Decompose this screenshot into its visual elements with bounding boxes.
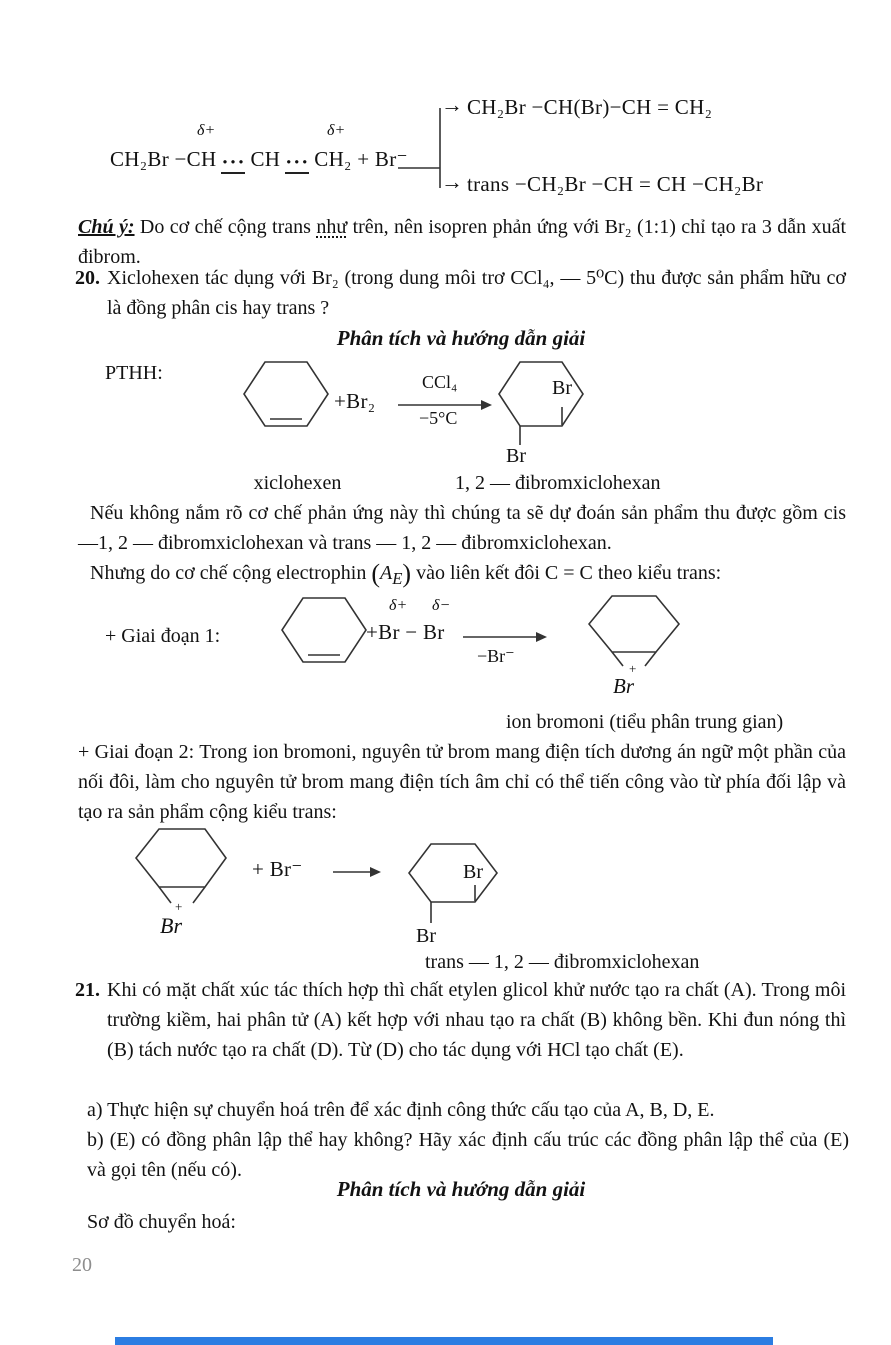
page-number: 20: [72, 1254, 92, 1276]
reaction-arrow: [331, 845, 389, 885]
mechanism-paragraph: [78, 558, 868, 594]
formula-segment: CH₂ + Br⁻: [314, 147, 408, 171]
branch-arrow-icon: →: [441, 92, 464, 117]
mechanism-text: vào liên kết đôi C = C theo kiểu trans:: [411, 562, 722, 584]
delta-plus-label: δ+: [197, 122, 216, 139]
trans-product-caption: trans — 1, 2 — đibromxiclohexan: [425, 951, 700, 973]
dibromocyclohexane-structure: [408, 843, 500, 927]
formula-segment: CH₂Br −CH: [110, 147, 217, 171]
stage1-label: + Giai đoạn 1:: [105, 625, 221, 647]
mechanism-text: Nhưng do cơ chế cộng electrophin: [90, 562, 372, 584]
problem-21-part-b: b) (E) có đồng phân lập thể hay không? Hãy xác định cấu trúc các đồng phân lập thể của (E) và gọi tên (nếu có).: [87, 1129, 849, 1181]
product-name: 1, 2 — đibromxiclohexan: [455, 472, 661, 494]
note-text: trên, nên isopren phản ứng với Br₂ (1:1) chỉ tạo ra 3 dẫn xuất đibrom.: [78, 216, 847, 268]
reactant-name: xiclohexen: [253, 472, 342, 494]
problem-21-part-a: a) Thực hiện sự chuyển hoá trên để xác định công thức cấu tạo của A, B, D, E.: [87, 1099, 715, 1121]
symbol-a-sub: E: [392, 569, 403, 588]
cyclohexene-structure: [281, 597, 369, 665]
pthh-label: PTHH:: [105, 362, 163, 384]
reaction-arrow: [463, 617, 553, 647]
conversion-scheme-label: Sơ đồ chuyển hoá:: [87, 1211, 236, 1233]
solution-heading: Phân tích và hướng dẫn giải: [336, 1177, 586, 1201]
delta-plus-label: δ+: [389, 597, 408, 614]
delta-minus-label: δ−: [432, 597, 451, 614]
note-label: Chú ý:: [78, 216, 135, 238]
reactant-formula: [110, 147, 408, 174]
problem-number: 20.: [75, 267, 100, 289]
condition-solvent: CCl₄: [422, 372, 458, 392]
plus-bromide-formula: + Br⁻: [252, 857, 303, 881]
condition-temperature: −5°C: [419, 408, 458, 428]
br-ion-label: Br: [613, 674, 634, 698]
br-substituent-label: Br: [463, 861, 483, 883]
br-ion-label: Br: [160, 913, 182, 938]
problem-20-text: Xiclohexen tác dụng với Br₂ (trong dung môi trơ CCl₄, — 5⁰C) thu được sản phẩm hữu cơ là đồng phân cis hay trans ?: [107, 267, 846, 319]
paren: ): [402, 559, 412, 588]
br-substituent-label: Br: [506, 445, 526, 467]
bromonium-ion-structure: [135, 828, 229, 910]
note-underlined-word: như: [316, 216, 348, 238]
plus-br2-formula: +Br₂: [334, 389, 376, 413]
leaving-group-label: −Br⁻: [477, 646, 515, 666]
paren: (: [371, 559, 380, 588]
solution-heading: Phân tích và hướng dẫn giải: [336, 326, 586, 350]
electrophile-symbol: [371, 559, 412, 588]
delta-plus-label: δ+: [327, 122, 346, 139]
stage2-paragraph: + Giai đoạn 2: Trong ion bromoni, nguyên tử brom mang điện tích dương án ngữ một phần của nối đôi, làm cho nguyên tử brom mang điện tích âm chỉ có thể tiến công vào từ phía đối lập và tạo ra sản phẩm cộng kiểu trans:: [78, 741, 846, 823]
bromonium-caption: ion bromoni (tiểu phân trung gian): [506, 711, 784, 733]
plus-charge-label: +: [175, 899, 183, 914]
bromine-formula: +Br − Br: [366, 620, 445, 644]
br-substituent-label: Br: [552, 377, 572, 399]
product-formula-2: trans −CH₂Br −CH = CH −CH₂Br: [467, 172, 764, 196]
br-substituent-label: Br: [416, 925, 436, 947]
formula-segment: CH: [250, 147, 281, 171]
prediction-paragraph: Nếu không nắm rõ cơ chế phản ứng này thì chúng ta sẽ dự đoán sản phẩm thu được gồm cis —1, 2 — đibromxiclohexan và trans — 1, 2 — đibromxiclohexan.: [78, 502, 846, 554]
symbol-a: A: [380, 562, 393, 584]
cyclohexene-structure: [243, 361, 331, 429]
partial-bond: ···: [285, 150, 310, 174]
bottom-blue-bar: [115, 1337, 773, 1345]
problem-21-text: Khi có mặt chất xúc tác thích hợp thì chất etylen glicol khử nước tạo ra chất (A). Trong môi trường kiềm, hai phân tử (A) kết hợp với nhau tạo ra chất (B) không bền. Khi đun nóng thì (B) tách nước tạo ra chất (D). Từ (D) cho tác dụng với HCl tạo chất (E).: [107, 979, 846, 1061]
dibromocyclohexane-structure: [498, 361, 586, 447]
partial-bond: ···: [221, 150, 246, 174]
product-formula-1: CH₂Br −CH(Br)−CH = CH₂: [467, 95, 713, 119]
problem-number: 21.: [75, 979, 100, 1001]
branch-arrow-icon: →: [441, 169, 464, 194]
note-text: Do cơ chế cộng trans: [134, 216, 317, 238]
plus-charge-label: +: [629, 661, 637, 676]
